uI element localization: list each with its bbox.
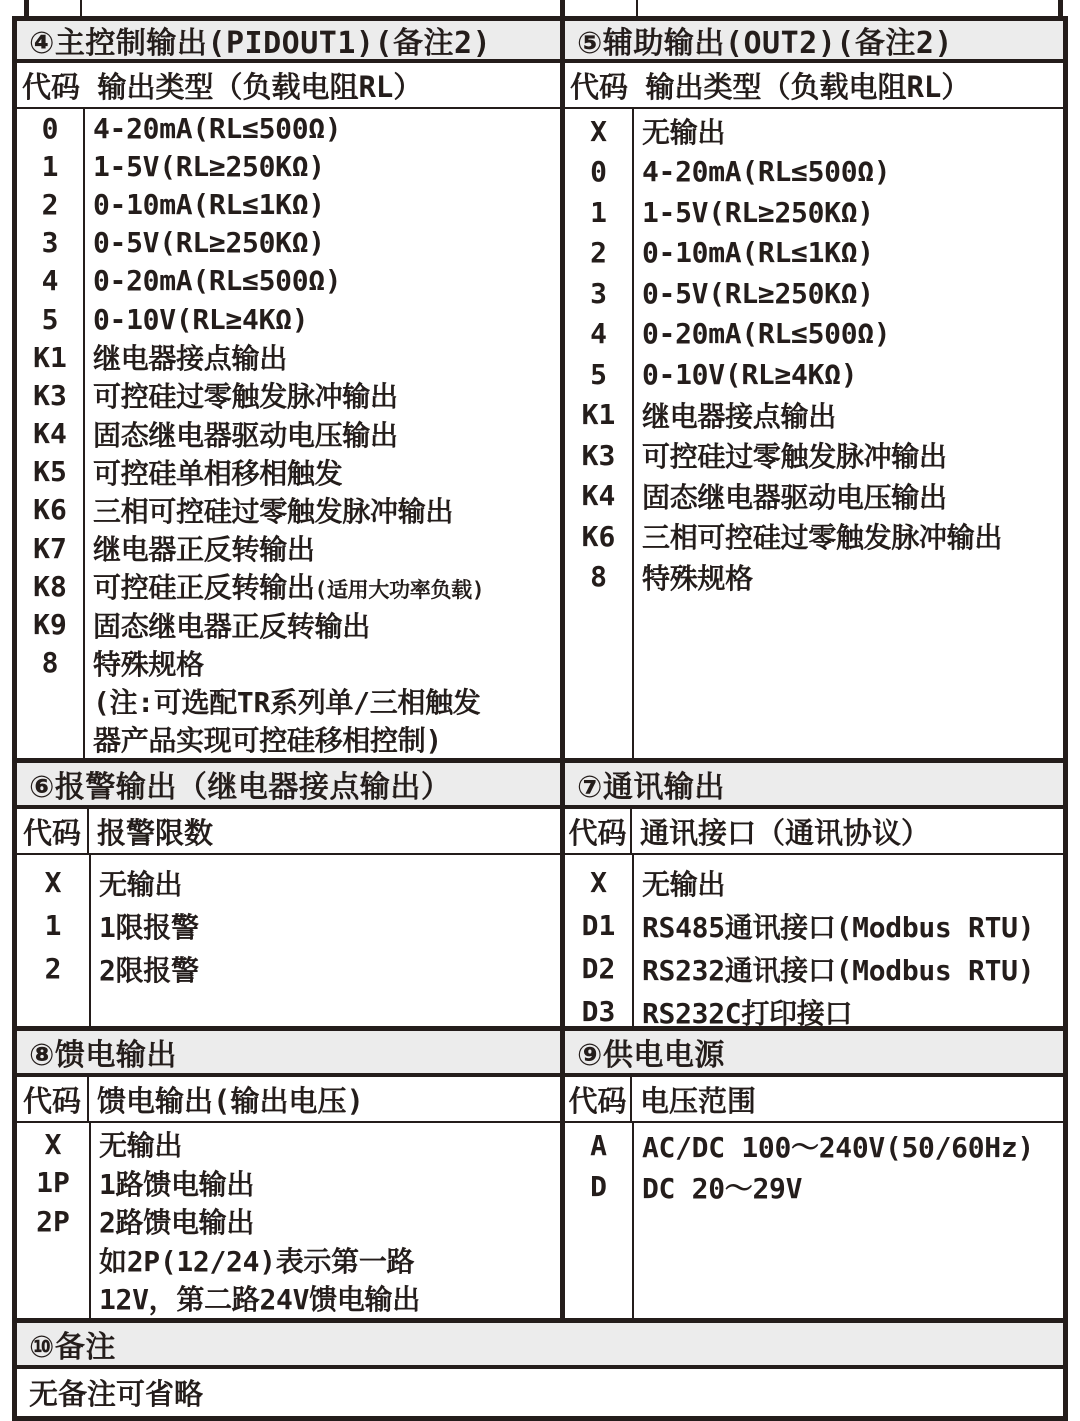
table-row (565, 314, 1063, 355)
table-row (565, 557, 1063, 598)
desc-text: 无输出 (642, 116, 726, 150)
section-4 (17, 21, 565, 758)
table-row (565, 192, 1063, 233)
section-4-body (17, 109, 560, 758)
desc-text: 0-10mA(RL≤1KΩ) (642, 236, 874, 270)
section-5-column-header (565, 63, 1063, 109)
section-5-body (565, 109, 1063, 758)
desc-text: (注:可选配TR系列单/三相触发 (93, 685, 481, 719)
desc-cell (89, 906, 199, 946)
code-cell: 0 (41, 111, 59, 145)
code-cell: 1P (36, 1166, 70, 1200)
desc-text: 无输出 (99, 867, 183, 901)
code-cell: 1 (590, 195, 607, 229)
code-cell: K1 (581, 398, 616, 432)
code-cell: 1 (41, 149, 59, 183)
code-cell: 2 (41, 187, 59, 221)
table-row (17, 415, 560, 453)
desc-text: RS232C打印接口 (642, 996, 853, 1026)
table-row (565, 904, 1063, 947)
desc-text: 固态继电器正反转输出 (93, 609, 371, 643)
desc-text: 2路馈电输出 (99, 1206, 255, 1240)
table-row (17, 720, 560, 758)
desc-text: 无输出 (99, 1129, 183, 1163)
table-row (565, 1125, 1063, 1166)
section-5 (565, 21, 1063, 758)
section-4-title: ④主控制输出(PIDOUT1)(备注2) (29, 26, 492, 61)
section-8 (17, 1031, 565, 1318)
table-row (17, 262, 560, 300)
grid-line (1058, 0, 1063, 16)
column-header-label: 报警限数 (97, 815, 214, 850)
desc-text: 0-5V(RL≥250KΩ) (93, 226, 325, 260)
band-outputs (12, 16, 1068, 758)
desc-text: 1路馈电输出 (99, 1167, 255, 1201)
code-cell: 4 (590, 317, 607, 351)
section-8-title: ⑧馈电输出 (29, 1038, 177, 1073)
table-row (17, 861, 560, 904)
section-8-column-header (17, 1077, 560, 1123)
desc-text: 可控硅过零触发脉冲输出 (93, 380, 398, 414)
code-cell: K3 (581, 438, 616, 472)
desc-cell (632, 1126, 1034, 1166)
table-row (17, 1279, 560, 1318)
code-header-label: 代码 (565, 809, 632, 853)
table-row (17, 1125, 560, 1164)
desc-text: 固态继电器驱动电压输出 (93, 418, 398, 452)
desc-cell (83, 452, 342, 492)
desc-cell (632, 196, 874, 229)
table-row (17, 1241, 560, 1280)
code-cell: K5 (33, 455, 67, 489)
desc-text: DC 20～29V (642, 1171, 803, 1205)
band-remarks (12, 1318, 1068, 1421)
desc-cell (632, 516, 1002, 556)
desc-cell (83, 490, 453, 530)
table-row (17, 682, 560, 720)
desc-cell (83, 643, 204, 683)
table-row (17, 224, 560, 262)
desc-cell (83, 719, 442, 758)
section-7-header (565, 763, 1063, 809)
desc-text: 1限报警 (99, 910, 199, 944)
desc-cell (632, 395, 836, 435)
code-cell: 1 (44, 909, 62, 942)
code-cell: X (44, 866, 62, 899)
code-cell: 5 (41, 302, 59, 336)
desc-cell (83, 605, 370, 645)
band-power (12, 1026, 1068, 1318)
desc-cell (89, 1201, 254, 1241)
table-row (17, 338, 560, 376)
desc-cell (632, 435, 947, 475)
table-row (565, 354, 1063, 395)
table-row (565, 990, 1063, 1026)
table-row (17, 567, 560, 605)
code-cell: D2 (581, 952, 616, 985)
desc-cell (83, 681, 481, 721)
band-alarm-comm (12, 758, 1068, 1026)
code-cell: 3 (590, 276, 607, 310)
section-6-header (17, 763, 560, 809)
section-9 (565, 1031, 1063, 1318)
desc-cell (632, 236, 874, 269)
desc-cell (83, 414, 398, 454)
code-cell: 8 (590, 560, 607, 594)
desc-text: 4-20mA(RL≤500Ω) (642, 155, 891, 189)
table-row (565, 273, 1063, 314)
desc-text: 如2P(12/24)表示第一路 (99, 1244, 415, 1278)
code-cell: D3 (581, 995, 616, 1026)
section-9-column-header (565, 1077, 1063, 1123)
section-5-title: ⑤辅助输出(OUT2)(备注2) (577, 26, 953, 61)
desc-text: 1-5V(RL≥250KΩ) (642, 195, 874, 229)
table-row (17, 644, 560, 682)
table-row (17, 109, 560, 147)
code-cell: 3 (41, 226, 59, 260)
table-row (565, 395, 1063, 436)
table-row (565, 233, 1063, 274)
desc-text: 可控硅过零触发脉冲输出 (642, 440, 947, 474)
desc-cell (83, 337, 287, 377)
table-row (17, 491, 560, 529)
code-cell: 2 (44, 952, 62, 985)
desc-cell (632, 317, 890, 350)
code-cell: K8 (33, 569, 67, 603)
section-4-column-header (17, 63, 560, 109)
section-7-body (565, 855, 1063, 1026)
code-cell: 5 (590, 357, 607, 391)
section-7-title: ⑦通讯输出 (577, 770, 725, 805)
desc-text: 1-5V(RL≥250KΩ) (93, 149, 325, 183)
section-8-header (17, 1031, 560, 1077)
table-row (17, 300, 560, 338)
table-row (17, 947, 560, 990)
code-cell: K7 (33, 531, 67, 565)
code-cell: K6 (581, 519, 616, 553)
code-cell: K9 (33, 608, 67, 642)
code-cell: 8 (41, 646, 59, 680)
table-row (565, 1166, 1063, 1207)
grid-line (636, 0, 638, 16)
code-header-label: 代码 (17, 809, 89, 853)
desc-cell (83, 375, 398, 415)
desc-cell (89, 1163, 254, 1203)
desc-cell (83, 528, 315, 568)
table-row (17, 453, 560, 491)
grid-line (24, 0, 29, 16)
desc-small-text: (适用大功率负载) (314, 578, 485, 603)
desc-text: 三相可控硅过零触发脉冲输出 (93, 494, 454, 528)
desc-text: 12V，第二路24V馈电输出 (99, 1283, 420, 1317)
code-cell: 2 (590, 236, 607, 270)
desc-cell (632, 155, 890, 188)
column-header-label: 代码 输出类型（负载电阻RL） (570, 69, 971, 104)
section-10-body (17, 1369, 1063, 1416)
table-row (17, 376, 560, 414)
desc-text: 器产品实现可控硅移相控制) (93, 724, 442, 758)
section-6 (17, 763, 565, 1026)
section-6-title: ⑥报警输出（继电器接点输出） (29, 770, 452, 805)
desc-cell (632, 906, 1034, 946)
section-5-header (565, 21, 1063, 63)
desc-cell (83, 112, 341, 145)
desc-cell (632, 557, 753, 597)
remark-text: 无备注可省略 (29, 1377, 204, 1411)
desc-cell (89, 1240, 414, 1280)
section-9-title: ⑨供电电源 (577, 1038, 725, 1073)
desc-cell (632, 992, 852, 1027)
code-cell: X (590, 114, 607, 148)
code-cell: K3 (33, 378, 67, 412)
desc-text: 2限报警 (99, 953, 199, 987)
desc-cell (89, 863, 182, 903)
desc-text: RS232通讯接口(Modbus RTU) (642, 953, 1035, 987)
desc-text: 无输出 (642, 867, 726, 901)
desc-text: 0-10mA(RL≤1KΩ) (93, 187, 325, 221)
column-header-label: 通讯接口（通讯协议） (640, 815, 931, 850)
section-8-body (17, 1123, 560, 1318)
code-cell: K1 (33, 340, 67, 374)
desc-cell (632, 358, 857, 391)
code-cell: X (590, 866, 607, 899)
code-cell: X (44, 1127, 62, 1161)
table-row (17, 1202, 560, 1241)
grid-line (560, 0, 565, 16)
section-9-body (565, 1123, 1063, 1318)
desc-cell (632, 111, 725, 151)
desc-text: 可控硅正反转输出 (93, 571, 315, 605)
desc-cell (632, 949, 1034, 989)
desc-cell (83, 188, 325, 221)
table-row (17, 1164, 560, 1203)
table-row (17, 529, 560, 567)
code-cell: K4 (581, 479, 616, 513)
desc-cell (89, 949, 199, 989)
code-header-label: 代码 (17, 1077, 89, 1121)
section-9-header (565, 1031, 1063, 1077)
desc-cell (89, 1278, 420, 1318)
table-row (565, 861, 1063, 904)
desc-cell (83, 303, 308, 336)
desc-cell (632, 476, 947, 516)
ordering-code-table (12, 16, 1068, 1421)
desc-text: 特殊规格 (642, 561, 753, 595)
table-row (17, 904, 560, 947)
column-header-label: 代码 输出类型（负载电阻RL） (22, 69, 423, 104)
code-cell: 2P (36, 1204, 70, 1238)
grid-line (80, 0, 82, 16)
desc-text: 继电器接点输出 (93, 342, 287, 376)
desc-cell (632, 277, 874, 310)
code-cell: A (590, 1129, 607, 1162)
desc-cell (632, 1167, 802, 1207)
desc-cell (83, 150, 325, 183)
table-row (17, 605, 560, 643)
section-10-title: ⑩备注 (29, 1330, 116, 1365)
column-header-label: 电压范围 (640, 1083, 757, 1118)
code-cell: K4 (33, 417, 67, 451)
section-10-header (17, 1323, 1063, 1369)
desc-text: 0-20mA(RL≤500Ω) (93, 264, 342, 298)
section-7 (565, 763, 1063, 1026)
desc-text: 0-5V(RL≥250KΩ) (642, 276, 874, 310)
table-row (565, 111, 1063, 152)
desc-cell (632, 863, 725, 903)
desc-cell (83, 566, 484, 606)
column-header-label: 馈电输出(输出电压) (97, 1083, 364, 1118)
desc-text: 4-20mA(RL≤500Ω) (93, 111, 342, 145)
table-row (565, 947, 1063, 990)
desc-cell (83, 264, 341, 297)
table-row (565, 516, 1063, 557)
code-cell: D1 (581, 909, 616, 942)
table-row (17, 147, 560, 185)
table-fragment-top (0, 0, 1080, 16)
code-cell: D (590, 1170, 607, 1203)
desc-text: 继电器接点输出 (642, 399, 836, 433)
desc-text: 特殊规格 (93, 647, 204, 681)
desc-text: RS485通讯接口(Modbus RTU) (642, 910, 1035, 944)
section-4-header (17, 21, 560, 63)
desc-cell (83, 226, 325, 259)
desc-text: 0-20mA(RL≤500Ω) (642, 317, 891, 351)
code-cell: 4 (41, 264, 59, 298)
table-row (17, 185, 560, 223)
desc-text: 固态继电器驱动电压输出 (642, 480, 947, 514)
code-header-label: 代码 (565, 1077, 632, 1121)
code-cell: K6 (33, 493, 67, 527)
section-7-column-header (565, 809, 1063, 855)
desc-text: 可控硅单相移相触发 (93, 456, 343, 490)
table-row (565, 476, 1063, 517)
desc-cell (89, 1124, 182, 1164)
desc-text: 继电器正反转输出 (93, 533, 315, 567)
section-6-column-header (17, 809, 560, 855)
table-row (565, 152, 1063, 193)
desc-text: 0-10V(RL≥4KΩ) (93, 302, 309, 336)
desc-text: 三相可控硅过零触发脉冲输出 (642, 521, 1003, 555)
table-row (565, 435, 1063, 476)
desc-text: AC/DC 100～240V(50/60Hz) (642, 1130, 1034, 1164)
section-6-body (17, 855, 560, 1026)
code-cell: 0 (590, 155, 607, 189)
desc-text: 0-10V(RL≥4KΩ) (642, 357, 858, 391)
